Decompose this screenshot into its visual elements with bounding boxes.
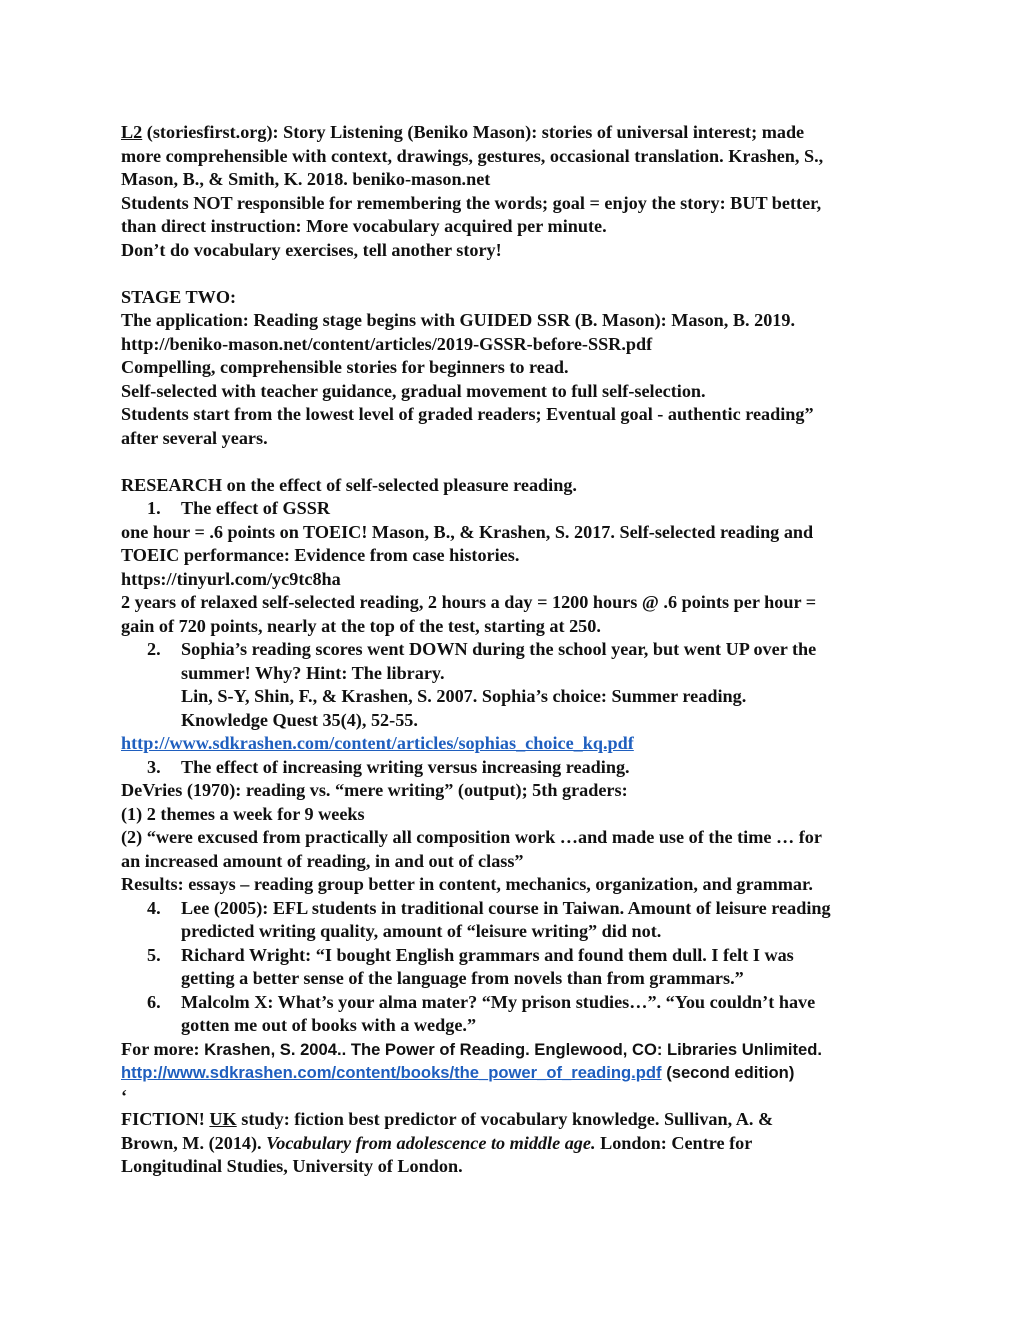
for-more-line: For more: Krashen, S. 2004.. The Power of Reading. Englewood, CO: Libraries Unlimited.: [121, 1038, 822, 1059]
item4-line-2: predicted writing quality, amount of “leisure writing” did not.: [181, 921, 662, 941]
intro-line-5: than direct instruction: More vocabulary acquired per minute.: [121, 216, 607, 236]
item1-line-2: TOEIC performance: Evidence from case histories.: [121, 545, 520, 565]
intro-line-6: Don’t do vocabulary exercises, tell another story!: [121, 239, 502, 260]
item3-line-1: DeVries (1970): reading vs. “mere writing” (output); 5th graders:: [121, 780, 628, 800]
stage-two-line-3: Compelling, comprehensible stories for beginners to read.: [121, 357, 569, 377]
fiction-line-1: FICTION! UK study: fiction best predictor of vocabulary knowledge. Sullivan, A. &: [121, 1109, 774, 1129]
stage-two-line-4: Self-selected with teacher guidance, gradual movement to full self-selection.: [121, 380, 706, 401]
item3-line-4: an increased amount of reading, in and out of class”: [121, 850, 524, 871]
list-item-1: 1. The effect of GSSR: [147, 498, 331, 518]
intro-line-3: Mason, B., & Smith, K. 2018. beniko-mason.net: [121, 169, 491, 189]
item2-line-4: Knowledge Quest 35(4), 52-55.: [181, 709, 418, 730]
list-item-3: 3. The effect of increasing writing versus increasing reading.: [147, 756, 630, 777]
intro-line-2: more comprehensible with context, drawings, gestures, occasional translation. Krashen, S.,: [121, 145, 824, 166]
intro-line-4: Students NOT responsible for remembering the words; goal = enjoy the story: BUT better,: [121, 192, 822, 213]
item2-line-3: Lin, S-Y, Shin, F., & Krashen, S. 2007. Sophia’s choice: Summer reading.: [181, 686, 747, 706]
sophias-choice-link[interactable]: http://www.sdkrashen.com/content/articles/sophias_choice_kq.pdf: [121, 733, 634, 753]
item1-line-4: 2 years of relaxed self-selected reading, 2 hours a day = 1200 hours @ .6 points per hour =: [121, 592, 817, 612]
power-of-reading-link[interactable]: http://www.sdkrashen.com/content/books/the_power_of_reading.pdf: [121, 1063, 662, 1082]
document-page: [121, 121, 921, 1179]
item3-line-3: (2) “were excused from practically all composition work …and made use of the time … for: [121, 827, 822, 847]
fiction-line-2: Brown, M. (2014). Vocabulary from adolescence to middle age. London: Centre for: [121, 1132, 753, 1153]
fiction-line-3: Longitudinal Studies, University of London.: [121, 1156, 463, 1176]
list-item-4: 4. Lee (2005): EFL students in traditional course in Taiwan. Amount of leisure reading: [147, 897, 831, 918]
tinyurl-text: https://tinyurl.com/yc9tc8ha: [121, 568, 341, 589]
list-item-6: 6. Malcolm X: What’s your alma mater? “My prison studies…”. “You couldn’t have: [147, 991, 816, 1012]
power-of-reading-line: http://www.sdkrashen.com/content/books/the_power_of_reading.pdf (second edition): [121, 1063, 795, 1082]
item1-line-1: one hour = .6 points on TOEIC! Mason, B., & Krashen, S. 2017. Self-selected reading and: [121, 521, 814, 542]
item6-line-2: gotten me out of books with a wedge.”: [181, 1015, 477, 1035]
list-item-5: 5. Richard Wright: “I bought English grammars and found them dull. I felt I was: [147, 944, 794, 965]
item3-line-5: Results: essays – reading group better in content, mechanics, organization, and grammar.: [121, 874, 813, 894]
stage-two-line-1: The application: Reading stage begins with GUIDED SSR (B. Mason): Mason, B. 2019.: [121, 310, 796, 330]
item1-line-5: gain of 720 points, nearly at the top of the test, starting at 250.: [121, 615, 601, 636]
stage-two-url: http://beniko-mason.net/content/articles/2019-GSSR-before-SSR.pdf: [121, 333, 653, 354]
stage-two-line-5: Students start from the lowest level of graded readers; Eventual goal - authentic reading”: [121, 404, 814, 424]
item5-line-2: getting a better sense of the language from novels than from grammars.”: [181, 968, 744, 988]
intro-line-1: L2 (storiesfirst.org): Story Listening (Beniko Mason): stories of universal interest; made: [121, 122, 805, 142]
research-heading: RESEARCH on the effect of self-selected pleasure reading.: [121, 474, 577, 495]
item2-line-2: summer! Why? Hint: The library.: [181, 662, 445, 683]
l2-label: L2: [121, 122, 143, 142]
stray-mark: ‘: [121, 1085, 128, 1106]
stage-two-heading: STAGE TWO:: [121, 286, 237, 307]
stage-two-line-6: after several years.: [121, 427, 268, 448]
item3-line-2: (1) 2 themes a week for 9 weeks: [121, 803, 365, 824]
list-item-2: 2. Sophia’s reading scores went DOWN during the school year, but went UP over the: [147, 639, 817, 659]
